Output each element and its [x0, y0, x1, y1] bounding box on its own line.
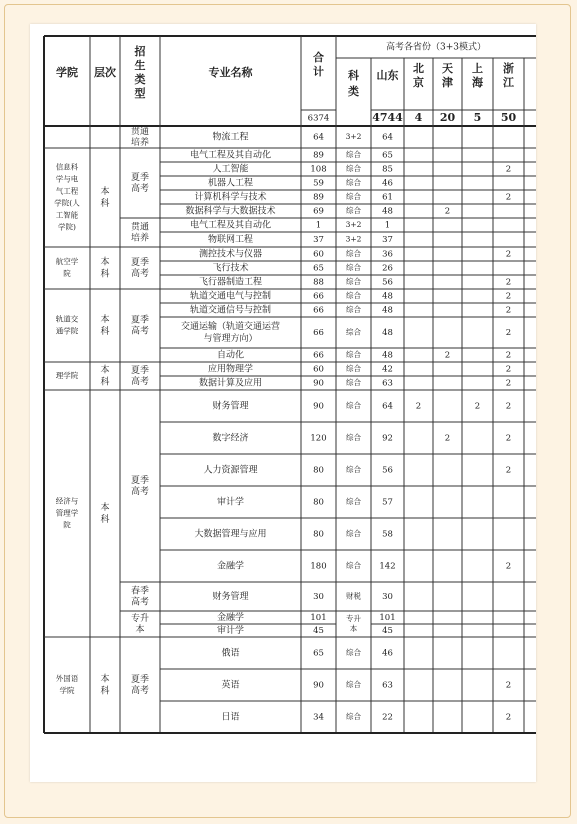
row-subject: 综合 [346, 206, 361, 215]
college-name: 学与电 [55, 174, 79, 184]
major-name: 机器人工程 [207, 178, 254, 189]
row-zj: 2 [505, 277, 512, 288]
header-province: 浙 [503, 62, 514, 75]
row-zj: 2 [505, 561, 512, 572]
enroll-type: 培养 [130, 138, 150, 148]
row-sd: 142 [379, 561, 396, 572]
row-total: 66 [313, 350, 324, 361]
row-total: 80 [313, 529, 324, 540]
college-level: 科 [100, 377, 110, 388]
enroll-type: 培养 [130, 233, 150, 244]
enroll-type: 夏季 [130, 675, 150, 685]
major-name: 轨道交通信号与控制 [189, 305, 272, 316]
college-name: 外国语 [55, 674, 79, 683]
row-subject: 综合 [346, 401, 361, 410]
college-level: 科 [100, 269, 110, 280]
major-name: 电气工程及其自动化 [189, 150, 272, 161]
row-subject: 综合 [346, 277, 361, 286]
row-subject: 财税 [346, 591, 361, 601]
enroll-type: 高考 [130, 269, 150, 279]
row-sd: 61 [382, 192, 393, 203]
row-zj: 2 [505, 305, 512, 316]
row-subject: 综合 [346, 192, 361, 201]
enroll-type: 高考 [130, 487, 150, 497]
major-name: 物流工程 [212, 132, 249, 143]
header-province: 江 [503, 76, 514, 89]
college-name: 工智能 [55, 210, 79, 220]
row-total: 80 [313, 465, 324, 476]
row-total: 101 [310, 613, 327, 623]
header-subject: 类 [348, 85, 359, 98]
row-subject: 综合 [346, 378, 361, 387]
college-level: 科 [100, 199, 110, 209]
row-subject-merged: 本 [349, 624, 358, 633]
row-total: 64 [313, 132, 324, 143]
college-level: 本 [100, 503, 110, 513]
header-province: 北 [413, 62, 424, 75]
row-subject: 综合 [346, 291, 361, 300]
row-zj: 2 [505, 433, 512, 444]
row-zj: 2 [505, 350, 512, 361]
enroll-type: 夏季 [130, 258, 150, 268]
row-zj: 2 [505, 249, 512, 260]
header-enroll-type: 生 [134, 59, 146, 72]
row-tj: 2 [444, 206, 451, 217]
major-name: 数字经济 [212, 433, 249, 444]
row-total: 90 [313, 680, 324, 691]
enroll-type: 夏季 [130, 173, 150, 183]
row-subject: 综合 [346, 364, 361, 373]
college-name: 院 [63, 269, 71, 278]
total-tianjin: 20 [439, 111, 456, 124]
row-subject: 综合 [346, 164, 361, 173]
header-enroll-type: 招 [134, 45, 146, 58]
row-subject: 综合 [346, 433, 361, 442]
college-name: 理学院 [55, 371, 79, 380]
row-sd: 63 [382, 680, 393, 691]
header-province: 海 [472, 76, 483, 89]
row-total: 60 [313, 364, 324, 375]
enroll-type: 高考 [130, 686, 150, 696]
row-zj: 2 [505, 680, 512, 691]
row-total: 37 [313, 235, 324, 245]
row-subject: 综合 [346, 529, 361, 538]
row-sd: 37 [382, 235, 393, 245]
row-zj: 2 [505, 465, 512, 476]
major-name: 人力资源管理 [203, 465, 258, 476]
row-bj: 2 [415, 401, 422, 412]
college-name: 学院 [59, 686, 75, 695]
row-sd: 42 [382, 364, 393, 375]
major-name: 计算机科学与技术 [194, 192, 267, 203]
college-level: 科 [100, 686, 110, 697]
row-total: 66 [313, 291, 324, 302]
row-total: 1 [315, 220, 322, 231]
admission-table [30, 24, 536, 782]
row-total: 108 [310, 164, 327, 175]
header-province: 津 [442, 76, 453, 89]
row-sd: 22 [382, 712, 393, 723]
row-total: 90 [313, 401, 324, 412]
college-name: 院 [63, 520, 71, 530]
major-name: 自动化 [216, 350, 245, 361]
row-sd: 48 [382, 328, 393, 338]
row-sd: 45 [382, 626, 393, 636]
enroll-type: 夏季 [130, 476, 150, 486]
header-major-name: 专业名称 [208, 66, 253, 79]
enroll-type: 高考 [130, 184, 150, 194]
enroll-type: 高考 [130, 377, 150, 387]
total-shanghai: 5 [473, 111, 482, 124]
row-subject: 综合 [346, 648, 361, 657]
row-total: 60 [313, 249, 324, 260]
major-name: 轨道交通电气与控制 [189, 291, 272, 302]
row-subject: 综合 [346, 465, 361, 474]
major-name: 俄语 [221, 648, 240, 659]
major-name: 日语 [221, 712, 240, 723]
row-sd: 48 [382, 350, 393, 361]
major-name: 测控技术与仪器 [198, 249, 263, 260]
enroll-type: 贯通 [130, 127, 150, 137]
college-name: 航空学 [55, 257, 79, 266]
row-total: 120 [310, 433, 327, 444]
major-name: 金融学 [216, 561, 245, 572]
header-province: 山东 [376, 69, 399, 82]
enroll-type: 春季 [130, 586, 150, 597]
row-subject: 综合 [346, 305, 361, 314]
row-total: 30 [313, 592, 324, 602]
row-sd: 30 [382, 592, 393, 602]
row-sd: 36 [382, 249, 393, 260]
row-sh: 2 [474, 401, 481, 412]
row-total: 65 [313, 263, 324, 274]
row-sd: 56 [382, 277, 393, 288]
major-name: 财务管理 [212, 592, 249, 602]
college-level: 科 [100, 327, 110, 337]
row-total: 80 [313, 497, 324, 508]
total-beijing: 4 [414, 111, 423, 124]
row-total: 65 [313, 648, 324, 659]
major-name: 大数据管理与应用 [194, 529, 267, 540]
major-name: 与管理方向） [203, 334, 258, 344]
header-province: 上 [472, 62, 483, 75]
row-subject: 综合 [346, 712, 361, 721]
enroll-type: 夏季 [130, 366, 150, 376]
row-total: 66 [313, 305, 324, 316]
row-sd: 85 [382, 164, 393, 175]
row-zj: 2 [505, 401, 512, 412]
header-college: 学院 [56, 66, 78, 79]
row-sd: 64 [382, 401, 393, 412]
enroll-type: 高考 [130, 597, 150, 608]
document-page [30, 24, 536, 782]
major-name: 人工智能 [212, 164, 249, 175]
college-name: 气工程 [55, 186, 79, 196]
row-total: 89 [313, 150, 324, 161]
total-zhejiang: 50 [500, 111, 517, 124]
total-shandong: 4744 [372, 111, 403, 124]
row-sd: 56 [382, 465, 393, 476]
total-sum: 6374 [307, 113, 330, 124]
major-name: 金融学 [216, 613, 245, 623]
row-sd: 46 [382, 178, 393, 189]
row-sd: 63 [382, 378, 393, 389]
enroll-type: 贯通 [130, 222, 150, 233]
row-total: 45 [313, 626, 324, 636]
row-subject: 3+2 [345, 234, 362, 244]
row-sd: 48 [382, 206, 393, 217]
row-total: 89 [313, 192, 324, 203]
row-zj: 2 [505, 378, 512, 389]
college-name: 学院) [58, 222, 76, 232]
row-total: 88 [313, 277, 324, 288]
major-name: 数据计算及应用 [198, 378, 263, 389]
header-total: 计 [313, 65, 324, 78]
row-sd: 48 [382, 305, 393, 316]
row-sd: 64 [382, 132, 393, 143]
row-subject: 综合 [346, 680, 361, 689]
header-enroll-type: 型 [134, 87, 146, 100]
row-total: 69 [313, 206, 324, 217]
college-name: 学院(人 [54, 198, 80, 208]
row-total: 59 [313, 178, 324, 189]
header-enroll-type: 类 [134, 73, 146, 86]
major-name: 电气工程及其自动化 [189, 220, 272, 231]
row-total: 66 [313, 328, 324, 338]
row-tj: 2 [444, 433, 451, 444]
college-level: 本 [100, 674, 110, 685]
enroll-type: 高考 [130, 326, 150, 337]
college-level: 科 [100, 515, 110, 525]
college-level: 本 [100, 365, 110, 376]
college-name: 信息科 [55, 162, 79, 172]
row-sd: 92 [382, 433, 393, 444]
major-name: 交通运输（轨道交通运营 [180, 322, 281, 332]
row-zj: 2 [505, 164, 512, 175]
row-subject: 综合 [346, 350, 361, 359]
row-subject: 综合 [346, 178, 361, 187]
row-subject: 综合 [346, 150, 361, 159]
row-zj: 2 [505, 364, 512, 375]
row-total: 90 [313, 378, 324, 389]
college-level: 本 [100, 315, 110, 325]
row-subject: 综合 [346, 263, 361, 272]
row-subject: 综合 [346, 561, 361, 570]
row-zj: 2 [505, 192, 512, 203]
major-name: 物联网工程 [207, 235, 254, 245]
header-total: 合 [313, 51, 324, 64]
row-sd: 26 [382, 263, 393, 274]
enroll-type: 夏季 [130, 315, 150, 326]
major-name: 应用物理学 [207, 364, 254, 375]
major-name: 财务管理 [212, 401, 249, 412]
major-name: 飞行器制造工程 [198, 277, 263, 288]
major-name: 审计学 [216, 626, 245, 636]
row-zj: 2 [505, 328, 512, 338]
row-subject: 综合 [346, 497, 361, 506]
major-name: 数据科学与大数据技术 [185, 206, 276, 217]
row-total: 34 [313, 712, 324, 723]
row-sd: 58 [382, 529, 393, 540]
enroll-type: 本 [135, 625, 145, 635]
row-subject: 综合 [346, 327, 361, 337]
major-name: 飞行技术 [212, 263, 249, 274]
row-sd: 57 [382, 497, 393, 508]
row-subject: 3+2 [345, 132, 362, 141]
row-total: 180 [310, 561, 327, 572]
row-sd: 46 [382, 648, 393, 659]
college-name: 通学院 [55, 326, 79, 336]
header-subject: 科 [348, 69, 359, 82]
header-province: 天 [442, 62, 453, 75]
enroll-type: 专升 [130, 614, 150, 624]
college-level: 本 [100, 187, 110, 197]
row-tj: 2 [444, 350, 451, 361]
college-name: 管理学 [55, 508, 79, 518]
row-subject-merged: 专升 [346, 614, 361, 623]
row-sd: 101 [379, 613, 396, 623]
row-zj: 2 [505, 712, 512, 723]
header-province-group: 高考各省份（3+3模式） [386, 42, 486, 53]
row-zj: 2 [505, 291, 512, 302]
major-name: 审计学 [216, 497, 245, 508]
row-sd: 1 [384, 220, 391, 231]
college-level: 本 [100, 257, 110, 268]
row-subject: 3+2 [345, 220, 362, 229]
header-level: 层次 [94, 66, 116, 79]
header-province: 京 [413, 76, 424, 89]
college-name: 轨道交 [55, 314, 79, 324]
row-subject: 综合 [346, 249, 361, 258]
major-name: 英语 [221, 680, 240, 691]
row-sd: 65 [382, 150, 393, 161]
college-name: 经济与 [55, 496, 79, 506]
row-sd: 48 [382, 291, 393, 302]
